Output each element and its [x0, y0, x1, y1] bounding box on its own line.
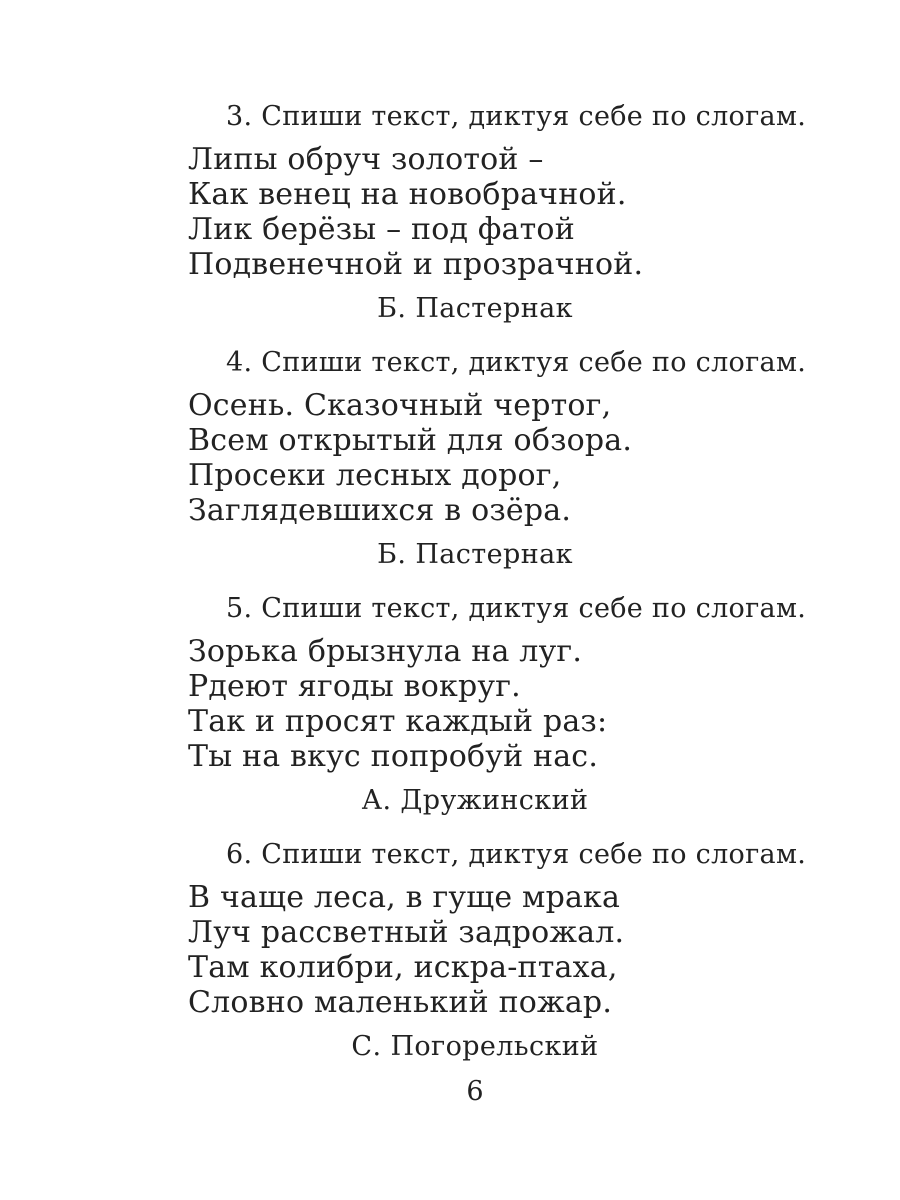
- poem-line: Там колибри, искра-птаха,: [188, 950, 618, 985]
- exercise-section-4: [188, 344, 807, 573]
- poem: [188, 634, 762, 774]
- poem-line: Лик берёзы – под фатой: [188, 212, 575, 247]
- poem-line: Ты на вкус попробуй нас.: [188, 739, 599, 774]
- exercise-section-3: [188, 98, 807, 327]
- poem-line: В чаще леса, в гуще мрака: [188, 880, 621, 915]
- exercise-prompt: 4. Спиши текст, диктуя себе по слогам.: [226, 347, 807, 378]
- page-number: 6: [466, 1076, 484, 1107]
- poem-line: Подвенечной и прозрачной.: [188, 247, 644, 282]
- author-attribution: С. Погорельский: [351, 1031, 599, 1062]
- exercise-section-6: [188, 836, 807, 1065]
- poem-line: Зорька брызнула на луг.: [188, 634, 583, 669]
- exercise-section-5: [188, 590, 807, 819]
- poem-line: Просеки лесных дорог,: [188, 458, 562, 493]
- exercise-prompt: 5. Спиши текст, диктуя себе по слогам.: [226, 593, 807, 624]
- poem-line: Рдеют ягоды вокруг.: [188, 669, 521, 704]
- poem-line: Словно маленький пожар.: [188, 985, 613, 1020]
- poem-line: Осень. Сказочный чертог,: [188, 388, 612, 423]
- author-attribution: А. Дружинский: [361, 785, 589, 816]
- poem-line: Липы обруч золотой –: [188, 142, 544, 177]
- poem-line: Как венец на новобрачной.: [188, 177, 627, 212]
- poem: [188, 880, 762, 1020]
- poem-line: Всем открытый для обзора.: [188, 423, 633, 458]
- author-attribution: Б. Пастернак: [377, 293, 573, 324]
- poem-line: Луч рассветный задрожал.: [188, 915, 625, 950]
- author-attribution: Б. Пастернак: [377, 539, 573, 570]
- exercise-prompt: 3. Спиши текст, диктуя себе по слогам.: [226, 101, 807, 132]
- poem-line: Заглядевшихся в озёра.: [188, 493, 572, 528]
- poem: [188, 142, 762, 282]
- exercise-prompt: 6. Спиши текст, диктуя себе по слогам.: [226, 839, 807, 870]
- poem-line: Так и просят каждый раз:: [188, 704, 608, 739]
- poem: [188, 388, 762, 528]
